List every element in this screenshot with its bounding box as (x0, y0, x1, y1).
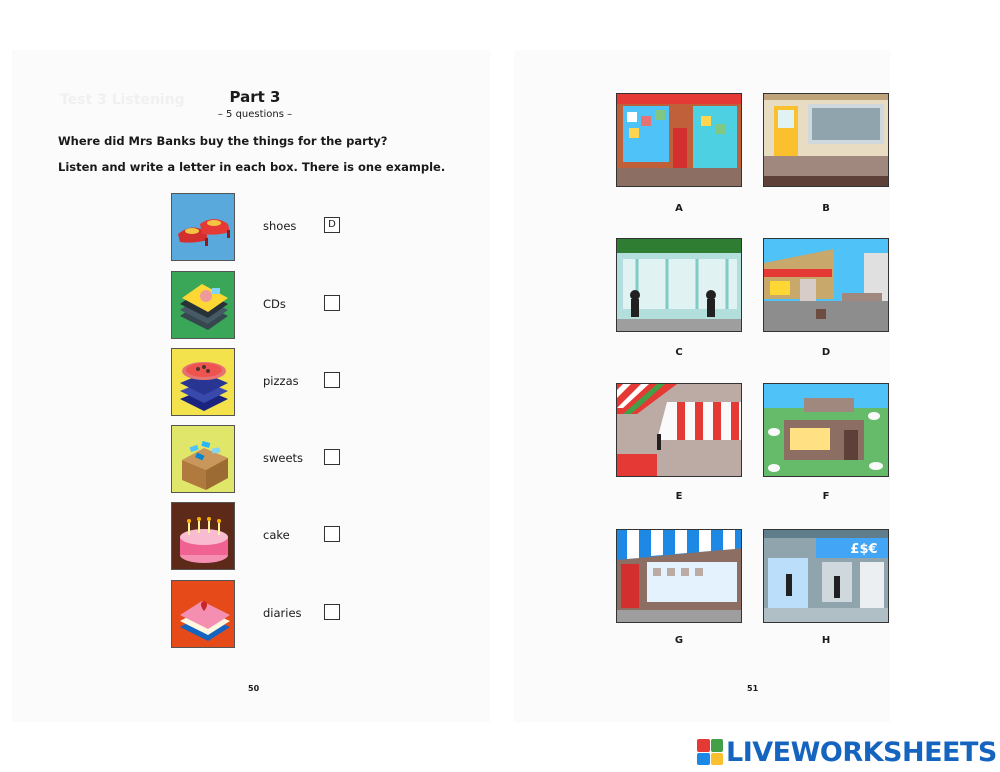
shop-h-sign: £$€ (850, 542, 878, 557)
shop-g-picture (616, 529, 742, 623)
item-row-diaries (171, 580, 351, 648)
shop-letter-g: G (674, 635, 684, 646)
diaries-icon (171, 580, 235, 648)
shop-a-picture (616, 93, 742, 187)
shop-letter-f: F (822, 491, 830, 502)
shop-c-picture (616, 238, 742, 332)
page-number-right: 51 (747, 684, 759, 693)
birthday-cake-icon (171, 502, 235, 570)
answer-box-sweets[interactable] (324, 449, 340, 465)
item-label: CDs (263, 297, 286, 311)
item-row-cake (171, 502, 351, 570)
item-label: pizzas (263, 374, 299, 388)
item-row-sweets (171, 425, 351, 493)
item-row-cds (171, 271, 351, 339)
instruction-task: Listen and write a letter in each box. There is one example. (58, 160, 446, 174)
part-title: Part 3 (229, 88, 281, 106)
sweets-box-icon (171, 425, 235, 493)
liveworksheets-mark-icon (697, 739, 723, 765)
pizza-boxes-icon (171, 348, 235, 416)
mark-tile-yellow (711, 753, 724, 766)
red-shoes-icon (171, 193, 235, 261)
page-number-left: 50 (248, 684, 260, 693)
mark-tile-red (697, 739, 710, 752)
shop-e-picture (616, 383, 742, 477)
brand-name: LIVEWORKSHEETS (726, 736, 997, 768)
item-row-pizzas (171, 348, 351, 416)
item-label: sweets (263, 451, 304, 465)
shop-d-picture (763, 238, 889, 332)
shop-letter-e: E (675, 491, 683, 502)
answer-box-shoes[interactable]: D (324, 217, 340, 233)
shop-letter-a: A (675, 203, 683, 214)
answer-box-diaries[interactable] (324, 604, 340, 620)
answer-box-cds[interactable] (324, 295, 340, 311)
shop-b-picture (763, 93, 889, 187)
liveworksheets-logo[interactable] (697, 737, 997, 767)
instruction-question: Where did Mrs Banks buy the things for the party? (58, 134, 388, 148)
mark-tile-blue (697, 753, 710, 766)
cd-stack-icon (171, 271, 235, 339)
shop-letter-b: B (822, 203, 830, 214)
answer-box-pizzas[interactable] (324, 372, 340, 388)
item-label: diaries (263, 606, 302, 620)
shop-f-picture (763, 383, 889, 477)
mark-tile-green (711, 739, 724, 752)
item-row-shoes (171, 193, 351, 261)
shop-letter-d: D (821, 347, 831, 358)
item-label: shoes (263, 219, 297, 233)
shop-letter-h: H (821, 635, 831, 646)
item-label: cake (263, 528, 290, 542)
part-subtitle: – 5 questions – (217, 109, 293, 120)
shop-h-picture (763, 529, 889, 623)
answer-box-cake[interactable] (324, 526, 340, 542)
ghost-header: Test 3 Listening (60, 92, 185, 108)
shop-letter-c: C (675, 347, 683, 358)
